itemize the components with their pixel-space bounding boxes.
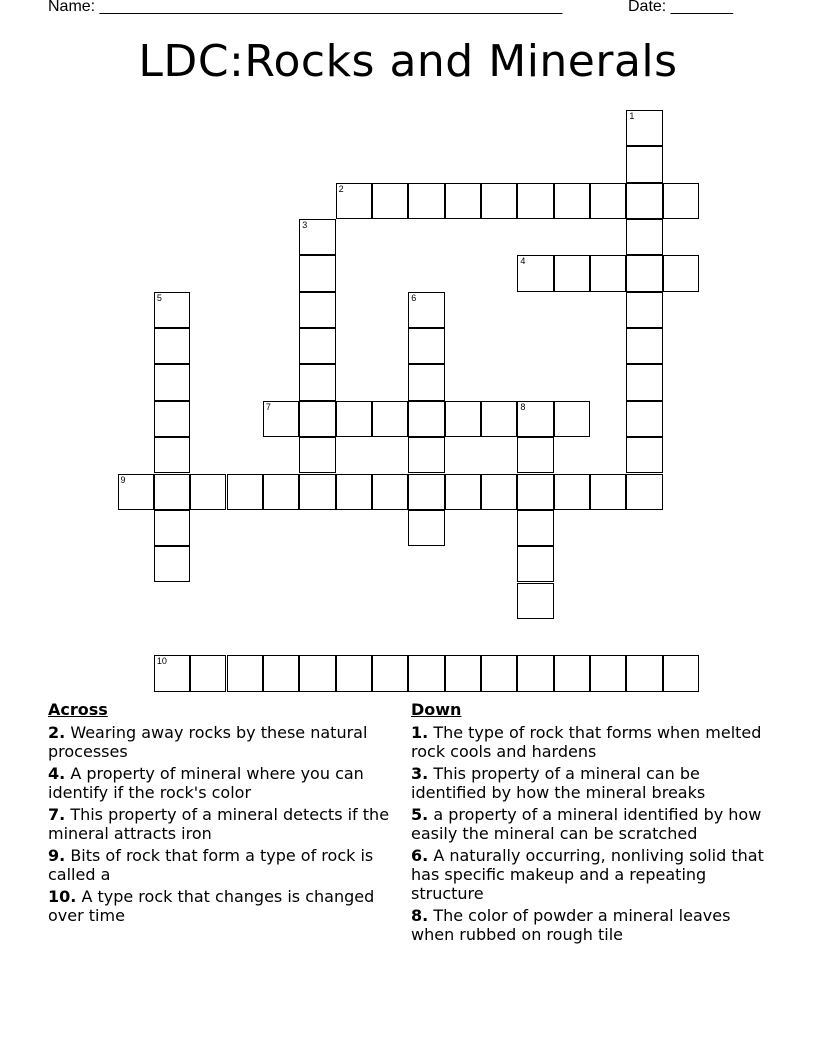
grid-cell[interactable] [299, 219, 335, 255]
clue-number: 3. [411, 764, 429, 783]
grid-cell[interactable] [626, 255, 662, 291]
grid-cell[interactable] [299, 328, 335, 364]
grid-cell[interactable] [590, 183, 626, 219]
grid-cell[interactable] [336, 401, 372, 437]
grid-cell[interactable] [481, 655, 517, 691]
grid-cell[interactable] [263, 474, 299, 510]
grid-cell[interactable] [154, 364, 190, 400]
grid-cell[interactable] [626, 292, 662, 328]
cell-number: 5 [156, 292, 162, 303]
grid-cell[interactable] [263, 655, 299, 691]
cell-number: 4 [520, 256, 526, 267]
grid-cell[interactable] [481, 183, 517, 219]
grid-cell[interactable] [590, 255, 626, 291]
grid-cell[interactable] [408, 510, 444, 546]
name-field[interactable]: Name: ____________________________________________________ [48, 0, 563, 15]
clue-down-6 [411, 846, 771, 903]
grid-cell[interactable] [408, 437, 444, 473]
grid-cell[interactable] [626, 401, 662, 437]
page-title: LDC:Rocks and Minerals [138, 36, 678, 87]
clue-text: Wearing away rocks by these natural processes [48, 723, 368, 761]
date-field[interactable]: Date: _______ [628, 0, 733, 15]
grid-cell[interactable] [445, 474, 481, 510]
grid-cell[interactable] [299, 292, 335, 328]
grid-cell[interactable] [336, 655, 372, 691]
grid-cell[interactable] [554, 401, 590, 437]
clue-across-2 [48, 723, 398, 761]
grid-cell[interactable] [445, 183, 481, 219]
grid-cell[interactable] [554, 655, 590, 691]
grid-cell[interactable] [626, 219, 662, 255]
grid-cell[interactable] [663, 655, 699, 691]
grid-cell[interactable] [517, 546, 553, 582]
clue-text: a property of a mineral identified by how easily the mineral can be scratched [411, 805, 762, 843]
cell-number: 7 [265, 401, 271, 412]
grid-cell[interactable] [372, 183, 408, 219]
grid-cell[interactable] [118, 474, 154, 510]
clue-number: 1. [411, 723, 429, 742]
grid-cell[interactable] [336, 183, 372, 219]
cell-number: 8 [520, 401, 526, 412]
grid-cell[interactable] [154, 546, 190, 582]
clue-across-4 [48, 764, 398, 802]
grid-cell[interactable] [626, 655, 662, 691]
grid-cell[interactable] [154, 401, 190, 437]
grid-cell[interactable] [663, 183, 699, 219]
clue-number: 4. [48, 764, 66, 783]
grid-cell[interactable] [626, 437, 662, 473]
grid-cell[interactable] [517, 583, 553, 619]
grid-cell[interactable] [517, 401, 553, 437]
across-clues [48, 700, 398, 928]
grid-cell[interactable] [299, 437, 335, 473]
grid-cell[interactable] [626, 328, 662, 364]
grid-cell[interactable] [517, 474, 553, 510]
grid-cell[interactable] [408, 655, 444, 691]
clue-text: A property of mineral where you can identify if the rock's color [48, 764, 364, 802]
clue-text: Bits of rock that form a type of rock is called a [48, 846, 374, 884]
clue-number: 7. [48, 805, 66, 824]
cell-number: 10 [156, 656, 167, 667]
cell-number: 3 [302, 220, 308, 231]
clue-down-1 [411, 723, 771, 761]
clue-text: This property of a mineral can be identified by how the mineral breaks [411, 764, 706, 802]
grid-cell[interactable] [408, 474, 444, 510]
grid-cell[interactable] [408, 292, 444, 328]
cell-number: 9 [120, 474, 126, 485]
down-heading: Down [411, 700, 462, 719]
clue-down-5 [411, 805, 771, 843]
grid-cell[interactable] [626, 364, 662, 400]
grid-cell[interactable] [263, 401, 299, 437]
grid-cell[interactable] [408, 401, 444, 437]
grid-cell[interactable] [517, 437, 553, 473]
grid-cell[interactable] [408, 183, 444, 219]
grid-cell[interactable] [227, 474, 263, 510]
grid-cell[interactable] [590, 474, 626, 510]
clue-across-7 [48, 805, 398, 843]
down-clues [411, 700, 771, 947]
grid-cell[interactable] [299, 401, 335, 437]
clue-number: 8. [411, 906, 429, 925]
grid-cell[interactable] [517, 183, 553, 219]
clue-number: 6. [411, 846, 429, 865]
grid-cell[interactable] [626, 146, 662, 182]
grid-cell[interactable] [554, 183, 590, 219]
clue-across-9 [48, 846, 398, 884]
clue-number: 10. [48, 887, 77, 906]
grid-cell[interactable] [554, 255, 590, 291]
grid-cell[interactable] [481, 474, 517, 510]
clue-text: A type rock that changes is changed over time [48, 887, 375, 925]
grid-cell[interactable] [154, 655, 190, 691]
grid-cell[interactable] [554, 474, 590, 510]
grid-cell[interactable] [299, 655, 335, 691]
grid-cell[interactable] [154, 328, 190, 364]
grid-cell[interactable] [190, 474, 226, 510]
clue-number: 2. [48, 723, 66, 742]
clue-down-3 [411, 764, 771, 802]
grid-cell[interactable] [227, 655, 263, 691]
clue-number: 9. [48, 846, 66, 865]
clue-text: The color of powder a mineral leaves when rubbed on rough tile [411, 906, 731, 944]
grid-cell[interactable] [372, 474, 408, 510]
grid-cell[interactable] [626, 474, 662, 510]
grid-cell[interactable] [372, 401, 408, 437]
grid-cell[interactable] [663, 255, 699, 291]
clue-text: The type of rock that forms when melted rock cools and hardens [411, 723, 762, 761]
grid-cell[interactable] [299, 364, 335, 400]
cell-number: 1 [629, 111, 635, 121]
clue-across-10 [48, 887, 398, 925]
grid-cell[interactable] [517, 255, 553, 291]
cell-number: 2 [338, 183, 344, 194]
grid-cell[interactable] [154, 292, 190, 328]
grid-cell[interactable] [190, 655, 226, 691]
grid-cell[interactable] [299, 255, 335, 291]
grid-cell[interactable] [481, 401, 517, 437]
grid-cell[interactable] [445, 401, 481, 437]
grid-cell[interactable] [626, 183, 662, 219]
grid-cell[interactable] [154, 437, 190, 473]
grid-cell[interactable] [517, 510, 553, 546]
across-heading: Across [48, 700, 108, 719]
grid-cell[interactable] [590, 655, 626, 691]
clue-text: A naturally occurring, nonliving solid that has specific makeup and a repeating structure [411, 846, 764, 903]
grid-cell[interactable] [408, 364, 444, 400]
clue-number: 5. [411, 805, 429, 824]
grid-cell[interactable] [299, 474, 335, 510]
clue-down-8 [411, 906, 771, 944]
cell-number: 6 [411, 292, 417, 303]
grid-cell[interactable] [445, 655, 481, 691]
clue-text: This property of a mineral detects if the mineral attracts iron [48, 805, 390, 843]
grid-cell[interactable] [408, 328, 444, 364]
grid-cell[interactable] [372, 655, 408, 691]
grid-cell[interactable] [336, 474, 372, 510]
grid-cell[interactable] [154, 474, 190, 510]
grid-cell[interactable] [154, 510, 190, 546]
grid-cell[interactable] [517, 655, 553, 691]
grid-cell[interactable] [626, 110, 662, 146]
